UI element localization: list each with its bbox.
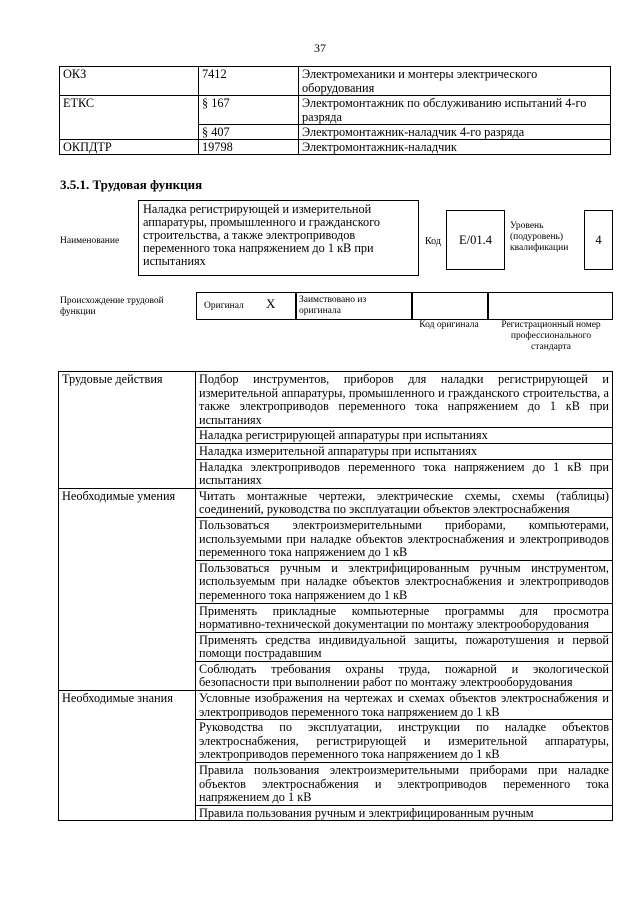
- code-original-caption: Код оригинала: [419, 320, 479, 330]
- codes-cell-code: ОКПДТР: [60, 140, 199, 155]
- section-title: 3.5.1. Трудовая функция: [60, 177, 203, 192]
- labor-item: Читать монтажные чертежи, электрические схемы, схемы (таблицы) соединений, руководства по эксплуатации объектов электроснабжения: [196, 488, 613, 517]
- borrowed-box: [295, 292, 413, 320]
- codes-cell-desc: Электромонтажник-наладчик 4-го разряда: [299, 125, 611, 140]
- codes-cell-num: § 167: [199, 96, 299, 125]
- labor-item: Правила пользования ручным и электрифицированным ручным: [196, 805, 613, 821]
- codes-cell-desc: Электромонтажник по обслуживанию испытаний 4-го разряда: [299, 96, 611, 125]
- code-value-box: E/01.4: [446, 210, 505, 270]
- origin-label: Происхождение трудовой функции: [60, 296, 164, 317]
- reg-number-box: [487, 292, 613, 320]
- codes-cell-code: ЕТКС: [60, 96, 199, 125]
- labor-item: Условные изображения на чертежах и схемах объектов электроснабжения и электроприводов переменного тока напряжением до 1 кВ: [196, 691, 613, 720]
- labor-item: Наладка измерительной аппаратуры при испытаниях: [196, 443, 613, 459]
- codes-cell-num: § 407: [199, 125, 299, 140]
- labor-item: Соблюдать требования охраны труда, пожарной и экологической безопасности при выполнении работ по монтажу электрооборудования: [196, 661, 613, 690]
- labor-item: Наладка регистрирующей аппаратуры при испытаниях: [196, 428, 613, 444]
- level-value-box: 4: [584, 210, 613, 270]
- borrowed-label: Заимствовано из оригинала: [299, 295, 367, 316]
- codes-cell-code: ОКЗ: [60, 67, 199, 96]
- labor-item: Подбор инструментов, приборов для наладки регистрирующей и измерительной аппаратуры, промышленного и гражданского строительства, а также электроприводов переменного тока напряжением до 1 кВ при испытаниях: [196, 372, 613, 428]
- labor-row: [59, 691, 613, 720]
- codes-cell-desc: Электромонтажник-наладчик: [299, 140, 611, 155]
- labor-item: Пользоваться электроизмерительными приборами, компьютерами, используемыми при наладке объектов электроснабжения и электроприводов переменного тока напряжением до 1 кВ: [196, 517, 613, 560]
- codes-row: [60, 96, 611, 125]
- code-original-box: [411, 292, 489, 320]
- page-number: 37: [314, 41, 326, 55]
- original-box: [196, 292, 297, 320]
- reg-number-caption: Регистрационный номер профессионального стандарта: [501, 320, 601, 352]
- labor-item: Применять средства индивидуальной защиты, пожаротушения и первой помощи пострадавшим: [196, 632, 613, 661]
- name-label: Наименование: [60, 236, 120, 246]
- codes-cell-num: 7412: [199, 67, 299, 96]
- codes-cell-code: [60, 125, 199, 140]
- labor-section-heading: Необходимые знания: [59, 691, 196, 821]
- labor-item: Пользоваться ручным и электрифицированным ручным инструментом, используемым при наладке объектов электроснабжения и электроприводов переменного тока напряжением до 1 кВ: [196, 560, 613, 603]
- function-name-box: Наладка регистрирующей и измерительной аппаратуры, промышленного и гражданского строительства, а также электроприводов переменного тока напряжением до 1 кВ при испытаниях: [138, 200, 419, 276]
- codes-cell-desc: Электромеханики и монтеры электрического оборудования: [299, 67, 611, 96]
- labor-table: [58, 371, 613, 821]
- labor-row: [59, 372, 613, 428]
- original-label: Оригинал: [204, 301, 244, 311]
- codes-row: [60, 125, 611, 140]
- labor-item: Правила пользования электроизмерительными приборами при наладке объектов электроснабжения и электроприводов переменного тока напряжением до 1 кВ: [196, 763, 613, 806]
- codes-table: [59, 66, 611, 155]
- codes-cell-num: 19798: [199, 140, 299, 155]
- original-mark: X: [266, 296, 276, 311]
- labor-item: Руководства по эксплуатации, инструкции по наладке объектов электроснабжения, регистрирующей и измерительной аппаратуры, электроприводов переменного тока напряжением до 1 кВ: [196, 720, 613, 763]
- labor-item: Наладка электроприводов переменного тока напряжением до 1 кВ при испытаниях: [196, 459, 613, 488]
- code-label: Код: [425, 236, 441, 247]
- labor-item: Применять прикладные компьютерные программы для просмотра нормативно-технической документации по монтажу электрооборудования: [196, 603, 613, 632]
- labor-row: [59, 488, 613, 517]
- codes-row: [60, 140, 611, 155]
- level-label: Уровень (подуровень) квалификации: [510, 221, 569, 253]
- labor-section-heading: Необходимые умения: [59, 488, 196, 690]
- labor-section-heading: Трудовые действия: [59, 372, 196, 489]
- codes-row: [60, 67, 611, 96]
